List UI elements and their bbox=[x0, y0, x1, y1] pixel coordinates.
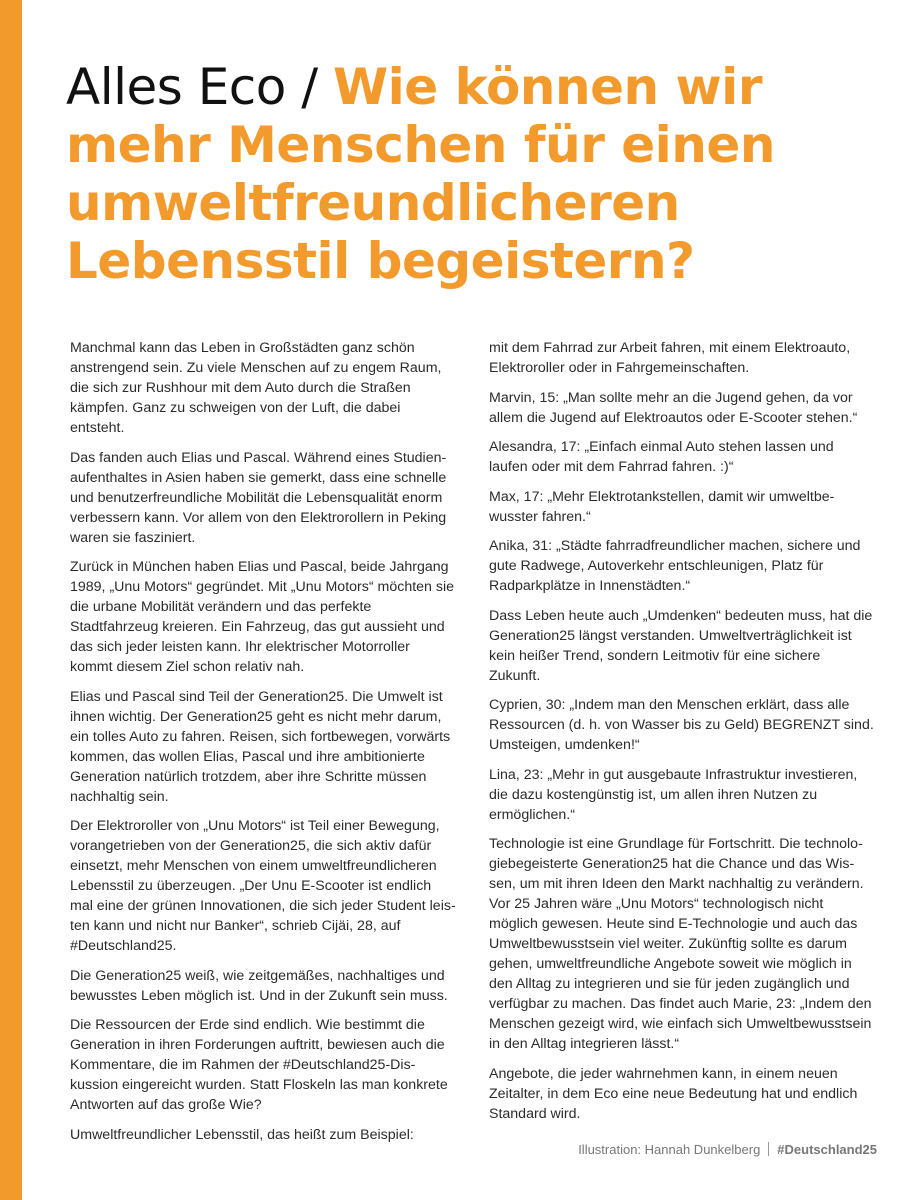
footer-hashtag: #Deutschland25 bbox=[777, 1142, 877, 1157]
quote-paragraph: Anika, 31: „Städte fahrradfreundlicher machen, sichere und gute Radwege, Autoverkehr entschleunigen, Platz für Radparkplätze in Innenstädten.“ bbox=[489, 538, 861, 594]
title-kicker: Alles Eco bbox=[66, 58, 286, 116]
quote-paragraph: Max, 17: „Mehr Elektrotankstellen, damit wir umweltbewusster fahren.“ bbox=[489, 488, 835, 525]
paragraph: Der Elektroroller von „Unu Motors“ ist Teil einer Bewegung, vorangetrieben von der Generation25, die sich aktiv dafür einsetzt, mehr Menschen von einem umweltfreundlicheren Lebensstil zu überzeugen. „Der Unu E-Scooter ist endlich mal eine der grünen Innovationen, die sich jeder Student leisten kann und nicht nur Banker“, schrieb Cijäi, 28, auf #Deutschland25. bbox=[70, 818, 456, 954]
page-footer bbox=[578, 1142, 877, 1157]
page-title bbox=[66, 58, 896, 290]
footer-divider bbox=[768, 1142, 769, 1156]
title-separator: / bbox=[285, 58, 334, 116]
quote-paragraph: Cyprien, 30: „Indem man den Menschen erklärt, dass alle Ressourcen (d. h. von Wasser bis zu Geld) BEGRENZT sind. Umsteigen, umdenken!“ bbox=[489, 697, 874, 753]
quote-paragraph: Lina, 23: „Mehr in gut ausgebaute Infrastruktur investieren, die dazu kostengünstig ist, um allen ihren Nutzen zu ermöglichen.“ bbox=[489, 766, 858, 823]
article-column-left bbox=[70, 338, 456, 1154]
paragraph: Umweltfreundlicher Lebensstil, das heißt zum Beispiel: bbox=[70, 1126, 414, 1143]
paragraph: Technologie ist eine Grundlage für Fortschritt. Die technologiebegeisterte Generation25 hat die Chance und das Wissen, um mit ihren Ideen den Markt nachhaltig zu verändern. Vor 25 Jahren wäre „Unu Motors“ technologisch nicht möglich gewesen. Heute sind E-Technologie und auch das Umweltbewusstsein viel weiter. Zukünftig sollte es darum gehen, umweltfreundliche Angebote soweit wie möglich in den Alltag zu integrieren und sie für jeden zugänglich und verfügbar zu machen. Das findet auch Marie, 23: „Indem den Menschen gezeigt wird, wie einfach sich Umweltbewusstsein in den Alltag integrieren lässt.“ bbox=[489, 836, 872, 1052]
paragraph: Angebote, die jeder wahrnehmen kann, in einem neuen Zeitalter, in dem Eco eine neue Bedeutung hat und endlich Standard wird. bbox=[489, 1065, 858, 1122]
paragraph: Manchmal kann das Leben in Großstädten ganz schön anstrengend sein. Zu viele Menschen auf zu engem Raum, die sich zur Rushhour mit dem Auto durch die Straßen kämpfen. Ganz zu schweigen von der Luft, die dabei entsteht. bbox=[70, 340, 442, 436]
paragraph: Elias und Pascal sind Teil der Generation25. Die Umwelt ist ihnen wichtig. Der Generation25 geht es nicht mehr darum, ein tolles Auto zu fahren. Reisen, sich fortbewegen, vorwärts kommen, das wollen Elias, Pascal und ihre ambitionierte Generation natürlich trotzdem, aber ihre Schritte müssen nachhaltig sein. bbox=[70, 688, 451, 805]
quote-paragraph: Alesandra, 17: „Einfach einmal Auto stehen lassen und laufen oder mit dem Fahrrad fahren. :)“ bbox=[489, 439, 834, 475]
left-accent-bar bbox=[0, 0, 22, 1200]
paragraph: Die Ressourcen der Erde sind endlich. Wie bestimmt die Generation in ihren Forderungen auftritt, bewiesen auch die Kommentare, die im Rahmen der #Deutschland25-Diskussion eingereicht wurden. Statt Floskeln las man konkrete Antworten auf das große Wie? bbox=[70, 1017, 448, 1113]
title-headline: Wie können wir mehr Menschen für einen umweltfreundlicheren Lebensstil begeistern? bbox=[66, 58, 775, 290]
paragraph: Zurück in München haben Elias und Pascal, beide Jahrgang 1989, „Unu Motors“ gegründet. Mit „Unu Motors“ möchten sie die urbane Mobilität verändern und das perfekte Stadtfahrzeug kreieren. Ein Fahrzeug, das gut aussieht und das sich jeder leisten kann. Ihr elektrischer Motorroller kommt diesem Ziel schon relativ nah. bbox=[70, 559, 455, 675]
paragraph: mit dem Fahrrad zur Arbeit fahren, mit einem Elektroauto, Elektroroller oder in Fahrgemeinschaften. bbox=[489, 340, 851, 376]
paragraph: Dass Leben heute auch „Umdenken“ bedeuten muss, hat die Generation25 längst verstanden. Umweltverträglichkeit ist kein heißer Trend, sondern Leitmotiv für eine sichere Zukunft. bbox=[489, 607, 873, 684]
paragraph: Das fanden auch Elias und Pascal. Während eines Studienaufenthaltes in Asien haben sie gemerkt, dass eine schnelle und benutzerfreundliche Mobilität die Lebensqualität enorm verbessern kann. Vor allem von den Elektrorollern in Peking waren sie fasziniert. bbox=[70, 449, 447, 546]
quote-paragraph: Marvin, 15: „Man sollte mehr an die Jugend gehen, da vor allem die Jugend auf Elektroautos oder E-Scooter stehen.“ bbox=[489, 389, 858, 426]
article-column-right bbox=[489, 338, 875, 1133]
illustration-credit: Illustration: Hannah Dunkelberg bbox=[578, 1142, 761, 1157]
paragraph: Die Generation25 weiß, wie zeitgemäßes, nachhaltiges und bewusstes Leben möglich ist. Und in der Zukunft sein muss. bbox=[70, 967, 448, 1004]
